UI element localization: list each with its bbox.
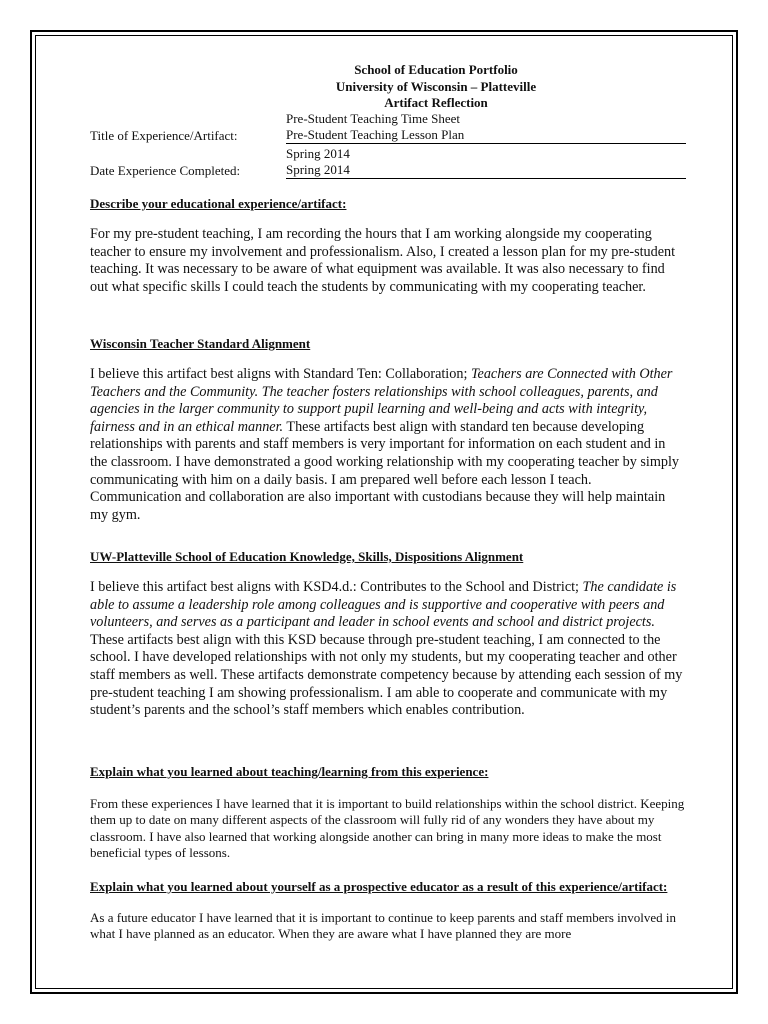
- describe-body: For my pre-student teaching, I am recording the hours that I am working alongside my cooperating teacher to ensure my involvement and professionalism. Also, I created a lesson plan for my pre-student teaching. It was necessary to be aware of what equipment was available. It was also necessary to find out what specific skills I could teach the students by communicating with my cooperating teacher.: [90, 226, 676, 295]
- learned-body: From these experiences I have learned that it is important to build relationships within the school district. Keeping them up to date on many different aspects of the classroom will fully rid of any wonders they have about my classroom. I have also learned that working alongside another can bring in many more ideas to make the most beneficial types of lessons.: [90, 796, 685, 861]
- ksd-heading: UW-Platteville School of Education Knowledge, Skills, Dispositions Alignment: [90, 549, 524, 564]
- title-values: [286, 111, 686, 144]
- section-learned: [90, 764, 686, 862]
- yourself-body: As a future educator I have learned that it is important to continue to keep parents and staff members involved in what I have planned as an educator. When they are aware what I have planned they are more: [90, 910, 677, 942]
- header-line-2: University of Wisconsin – Platteville: [335, 78, 537, 94]
- section-wisconsin: [90, 336, 686, 524]
- date-label: Date Experience Completed:: [90, 163, 241, 178]
- wisconsin-body: [90, 366, 686, 524]
- ksd-body: [90, 579, 686, 720]
- title-value-2: Pre-Student Teaching Lesson Plan: [286, 127, 465, 142]
- date-values: [286, 146, 686, 179]
- wisconsin-heading: Wisconsin Teacher Standard Alignment: [90, 336, 311, 351]
- section-describe: [90, 196, 686, 296]
- date-value-2: Spring 2014: [286, 162, 350, 177]
- meta-date-row: [90, 146, 686, 179]
- describe-heading: Describe your educational experience/artifact:: [90, 196, 347, 211]
- document-header: [90, 62, 686, 112]
- title-value-1: Pre-Student Teaching Time Sheet: [286, 111, 460, 126]
- yourself-heading: Explain what you learned about yourself as a prospective educator as a result of this experience/artifact:: [90, 879, 668, 894]
- date-value-1: Spring 2014: [286, 146, 350, 161]
- wisconsin-standard-text: Teachers are Connected with Other Teachers and the Community. The teacher fosters relationships with school colleagues, parents, and agencies in the larger community to support pupil learning and well-being and acts with integrity, fairness and in an ethical manner.: [90, 366, 673, 435]
- wisconsin-rest: These artifacts best align with standard ten because developing relationships with parents and staff members is very important for information on each student and in the classroom. I have demonstrated a good working relationship with my cooperating teacher by simply communicating with him on a daily basis. I am prepared well before each lesson I teach. Communication and collaboration are also important with custodians because they will help maintain my gym.: [90, 418, 680, 523]
- header-line-3: Artifact Reflection: [384, 95, 488, 110]
- section-ksd: [90, 549, 686, 720]
- header-line-1: School of Education Portfolio: [354, 62, 518, 77]
- section-yourself: [90, 879, 686, 943]
- wisconsin-intro: I believe this artifact best aligns with Standard Ten: Collaboration;: [90, 366, 471, 382]
- ksd-rest: These artifacts best align with this KSD because through pre-student teaching, I am connected to the school. I have developed relationships with not only my students, but my cooperating teacher and other staff members as well. These artifacts demonstrate competency because by attending each session of my pre-student teaching I am showing professionalism. I am able to cooperate and communicate with my student’s parents and the school’s staff members which enables contribution.: [90, 631, 683, 719]
- meta-title-row: [90, 111, 686, 144]
- title-label: Title of Experience/Artifact:: [90, 128, 238, 143]
- ksd-intro: I believe this artifact best aligns with KSD4.d.: Contributes to the School and District;: [90, 579, 583, 595]
- ksd-standard-text: The candidate is able to assume a leadership role among colleagues and is supportive and cooperative with peers and volunteers, and serves as a participant and leader in school events and school and district projects.: [90, 579, 677, 631]
- learned-heading: Explain what you learned about teaching/learning from this experience:: [90, 764, 489, 779]
